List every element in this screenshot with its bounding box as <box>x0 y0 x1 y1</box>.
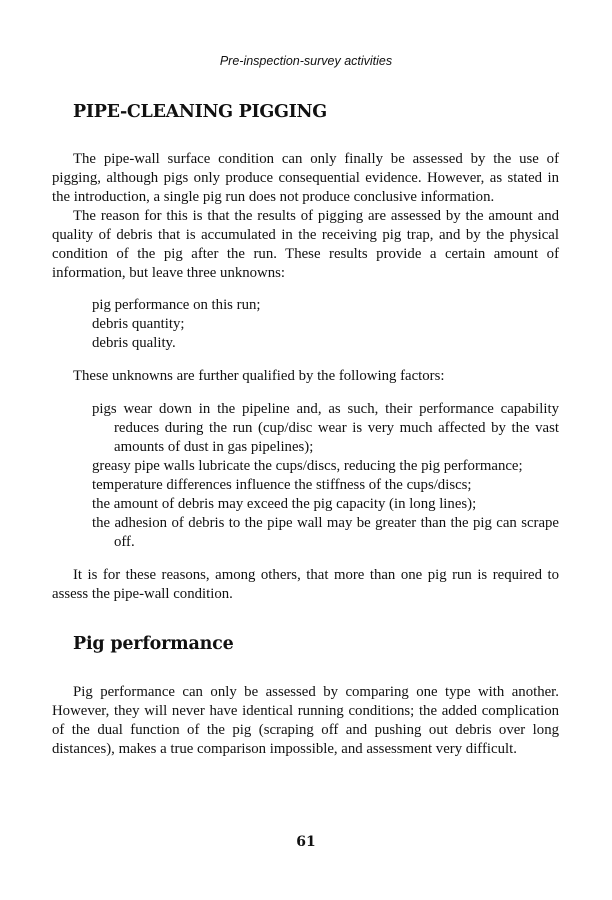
paragraph: The reason for this is that the results of pigging are assessed by the amount and quality of debris that is accumulated in the receiving pig trap, and by the physical condition of the pig after the run. These results provide a certain amount of information, but leave three unknowns: <box>52 208 559 281</box>
section-heading-pipe-cleaning-pigging: PIPE-CLEANING PIGGING <box>73 102 327 122</box>
list-item: debris quality. <box>92 335 176 351</box>
list-item: debris quantity; <box>92 316 185 332</box>
page-number: 61 <box>296 834 316 850</box>
section-body-pig-performance <box>52 683 559 759</box>
paragraph: Pig performance can only be assessed by comparing one type with another. However, they will never have identical running conditions; the added complication of the dual function of the pig (scraping off and pushing out debris over long distances), makes a true comparison impossible, and assessment very difficult. <box>52 684 559 757</box>
unknowns-list <box>92 296 559 353</box>
paragraph: It is for these reasons, among others, that more than one pig run is required to assess the pipe-wall condition. <box>52 567 559 602</box>
section-heading-pig-performance: Pig performance <box>73 634 234 654</box>
section-body-pipe-cleaning <box>52 150 559 604</box>
paragraph: The pipe-wall surface condition can only finally be assessed by the use of pigging, although pigs only produce consequential evidence. However, as stated in the introduction, a single pig run does not produce conclusive information. <box>52 151 559 205</box>
running-head: Pre-inspection-survey activities <box>219 54 393 68</box>
list-item: the amount of debris may exceed the pig capacity (in long lines); <box>92 496 477 512</box>
paragraph: These unknowns are further qualified by the following factors: <box>73 368 445 384</box>
list-item: temperature differences influence the stiffness of the cups/discs; <box>92 477 472 493</box>
list-item: the adhesion of debris to the pipe wall may be greater than the pig can scrape off. <box>92 515 559 550</box>
factors-list <box>92 400 559 552</box>
list-item: pigs wear down in the pipeline and, as such, their performance capability reduces during the run (cup/disc wear is very much affected by the vast amounts of dust in gas pipelines); <box>92 401 559 455</box>
list-item: greasy pipe walls lubricate the cups/discs, reducing the pig performance; <box>92 458 523 474</box>
list-item: pig performance on this run; <box>92 297 261 313</box>
